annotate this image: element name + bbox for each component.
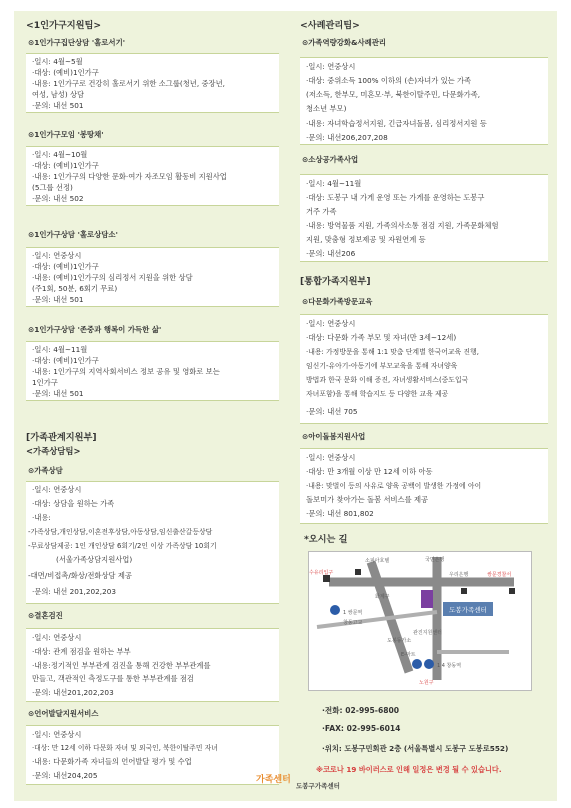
- program-title: ⊙가족상담: [28, 466, 63, 475]
- info-line: ·대상: (예비)1인가구: [32, 68, 99, 77]
- info-line: (저소득, 한부모, 미혼모·부, 북한이탈주민, 다문화가족,: [306, 90, 481, 99]
- info-line: 방법과 한국 문화 이해 증진, 자녀생활서비스(중도입국: [306, 376, 469, 384]
- info-line: ·일시: 4월~10월: [32, 150, 88, 159]
- notice-text: ※코로나 19 바이러스로 인해 일정은 변경 될 수 있습니다.: [316, 765, 502, 774]
- program-box: [26, 146, 279, 206]
- program-box: [26, 481, 279, 604]
- info-line: (주1회, 50분, 6회기 무료): [32, 284, 118, 293]
- program-box: [300, 174, 548, 262]
- info-line: ·일시: 연중상시: [32, 485, 82, 494]
- address-text: ·위치: 도봉구민회관 2층 (서울특별시 도봉구 도봉로552): [322, 744, 509, 753]
- info-line: ·일시: 연중상시: [32, 730, 82, 739]
- program-box: [26, 341, 279, 401]
- info-line: 임신기-유아기-아동기에 부모교육을 통해 자녀양육: [306, 362, 458, 370]
- map-label: 수유리입구: [309, 570, 334, 576]
- info-line: ·내용: 1인가구의 지역사회서비스 정보 공유 및 영화로 보는: [32, 367, 220, 376]
- info-line: 여성, 남성) 상담: [32, 90, 85, 99]
- info-line: (서울가족상담지원사업): [56, 555, 133, 564]
- info-line: ·내용:: [32, 513, 51, 522]
- map-label: 화계구: [375, 594, 390, 600]
- info-line: ·문의: 내선206,207,208: [306, 133, 388, 142]
- department-heading: [통합가족지원부]: [300, 276, 371, 287]
- team-heading-case: <사례관리팀>: [300, 20, 360, 31]
- info-line: ·대상: (예비)1인가구: [32, 161, 99, 170]
- info-line: ·일시: 연중상시: [306, 319, 356, 328]
- program-title: ⊙가족역량강화&사례관리: [302, 38, 387, 47]
- info-line: 돌보미가 찾아가는 돌봄 서비스를 제공: [306, 495, 429, 504]
- map-label: 창동고교: [343, 620, 363, 626]
- logo-text: 도봉구가족센터: [296, 782, 340, 790]
- info-line: ·대상: 관계 점검을 원하는 부부: [32, 647, 131, 656]
- info-line: ·문의: 내선 501: [32, 389, 84, 398]
- info-line: -무료상담제공: 1인 개인상담 6회기/2인 이상 가족상담 10회기: [28, 542, 217, 550]
- info-line: ·내용: 다문화가족 자녀들의 언어발달 평가 및 수업: [32, 757, 192, 766]
- logo-mark: 가족센터: [256, 775, 291, 785]
- info-line: ·일시: 연중상시: [306, 62, 356, 71]
- info-line: ·대상: 중위소득 100% 이하의 (손)자녀가 있는 가족: [306, 76, 472, 85]
- center-building-marker: [421, 590, 433, 608]
- map-label: 소피아호텔: [365, 558, 390, 564]
- location-map: [308, 551, 532, 691]
- info-line: ·문의: 내선206: [306, 249, 356, 258]
- info-line: 자녀포함)을 통해 학습지도 등 다양한 교육 제공: [306, 390, 449, 398]
- info-line: ·문의: 내선 501: [32, 295, 84, 304]
- map-label: 관진지원센터: [413, 630, 442, 636]
- phone-text: ·전화: 02-995-6800: [322, 706, 400, 715]
- info-line: ·일시: 연중상시: [32, 633, 82, 642]
- info-line: -가족상담,개인상담,이혼전후상담,아동상담,임신출산갈등상담: [28, 528, 213, 536]
- info-line: ·일시: 연중상시: [306, 453, 356, 462]
- brochure-page: [14, 11, 557, 801]
- program-title: ⊙결혼검진: [28, 611, 63, 620]
- map-graphic: [309, 552, 531, 690]
- info-line: ·대상: 상담을 원하는 가족: [32, 499, 115, 508]
- team-heading-single: <1인가구지원팀>: [26, 20, 102, 31]
- program-title: ⊙1인가구집단상담 '홀로서기': [28, 38, 125, 47]
- info-line: 지원, 맞춤형 정보제공 및 자원연계 등: [306, 235, 426, 244]
- info-line: ·문의: 내선 201,202,203: [32, 587, 117, 596]
- info-line: ·내용: (예비)1인가구의 심리정서 지원을 위한 상담: [32, 273, 193, 282]
- fax-text: ·FAX: 02-995-6014: [322, 724, 401, 733]
- map-label: 쌍문경찰서: [487, 572, 512, 578]
- info-line: ·문의: 내선 705: [306, 407, 358, 416]
- map-label: 우리은행: [449, 572, 469, 578]
- info-line: 만들고, 객관적인 측정도구를 통한 부부관계를 점검: [32, 674, 194, 683]
- program-title: ⊙1인가구모임 '봉땅채': [28, 130, 104, 139]
- info-line: ·일시: 연중상시: [32, 251, 82, 260]
- info-line: ·대상: (예비)1인가구: [32, 356, 99, 365]
- info-line: 청소년 부모): [306, 104, 347, 113]
- team-heading-counsel: <가족상담팀>: [26, 446, 81, 456]
- program-title: ⊙다문화가족방문교육: [302, 297, 373, 306]
- program-box: [26, 247, 279, 307]
- info-line: ·내용: 맞벌이 등의 사유로 양육 공백이 발생한 가정에 아이: [306, 482, 482, 490]
- department-heading: [가족관계지원부]: [26, 432, 97, 443]
- directions-heading: *오시는 길: [304, 534, 348, 545]
- center-logo: [256, 775, 366, 797]
- info-line: ·내용: 1인가구로 건강히 홀로서기 위한 소그룹(청년, 중장년,: [32, 79, 225, 88]
- map-label: 1 쌍문역: [343, 610, 363, 616]
- map-label: 노원구: [419, 680, 434, 686]
- info-line: ·일시: 4월~11월: [32, 345, 88, 354]
- program-box: [300, 57, 548, 145]
- info-line: -대면/비접촉/화상/전화상담 제공: [28, 571, 132, 580]
- program-box: [300, 448, 548, 524]
- info-line: ·문의: 내선204,205: [32, 771, 98, 780]
- info-line: 1인가구: [32, 378, 58, 387]
- program-box: [26, 53, 279, 113]
- info-line: 거주 가족: [306, 207, 337, 216]
- map-label: 국민은행: [425, 557, 445, 563]
- info-line: ·일시: 4월~11월: [306, 179, 362, 188]
- info-line: ·대상: 다문화 가족 부모 및 자녀(만 3세~12세): [306, 333, 457, 342]
- map-center-label: 도봉가족센터: [449, 606, 487, 614]
- program-title: ⊙소상공가족사업: [302, 155, 359, 164]
- info-line: ·대상: 만 12세 이하 다문화 자녀 및 외국인, 북한이탈주민 자녀: [32, 744, 218, 752]
- info-line: ·일시: 4월~5월: [32, 57, 83, 66]
- program-box: [26, 628, 279, 702]
- map-label: 도봉동가소: [387, 638, 412, 644]
- info-line: ·내용: 자녀학습정서지원, 긴급자녀돌봄, 심리정서지원 등: [306, 119, 487, 128]
- program-title: ⊙언어발달지원서비스: [28, 709, 99, 718]
- info-line: ·내용: 가정방문을 통해 1:1 맞춤 단계별 한국어교육 진행,: [306, 348, 479, 356]
- program-title: ⊙1인가구상담 '홀로상담소': [28, 230, 118, 239]
- info-line: ·대상: (예비)1인가구: [32, 262, 99, 271]
- info-line: ·내용:정기적인 부부관계 검진을 통해 건강한 부부관계를: [32, 661, 211, 670]
- info-line: ·문의: 내선201,202,203: [32, 688, 114, 697]
- program-title: ⊙1인가구상담 '존중과 행복이 가득한 삶': [28, 325, 162, 334]
- program-title: ⊙아이돌봄지원사업: [302, 432, 366, 441]
- info-line: ·문의: 내선 801,802: [306, 509, 374, 518]
- program-box: [300, 314, 548, 424]
- map-label: E-마트: [401, 652, 416, 658]
- info-line: ·문의: 내선 502: [32, 194, 84, 203]
- info-line: ·대상: 만 3개월 이상 만 12세 이하 아동: [306, 467, 433, 476]
- info-line: ·내용: 방역물품 지원, 가족의사소통 점검 지원, 가족문화체험: [306, 221, 499, 230]
- info-line: ·내용: 1인가구의 다양한 문화·여가 자조모임 활동비 지원사업: [32, 172, 227, 181]
- map-label: 1 4 창동역: [437, 663, 462, 669]
- info-line: ·문의: 내선 501: [32, 101, 84, 110]
- program-box: [26, 725, 279, 785]
- info-line: (5그룹 선정): [32, 183, 73, 192]
- info-line: ·대상: 도봉구 내 가게 운영 또는 가게를 운영하는 도봉구: [306, 193, 485, 202]
